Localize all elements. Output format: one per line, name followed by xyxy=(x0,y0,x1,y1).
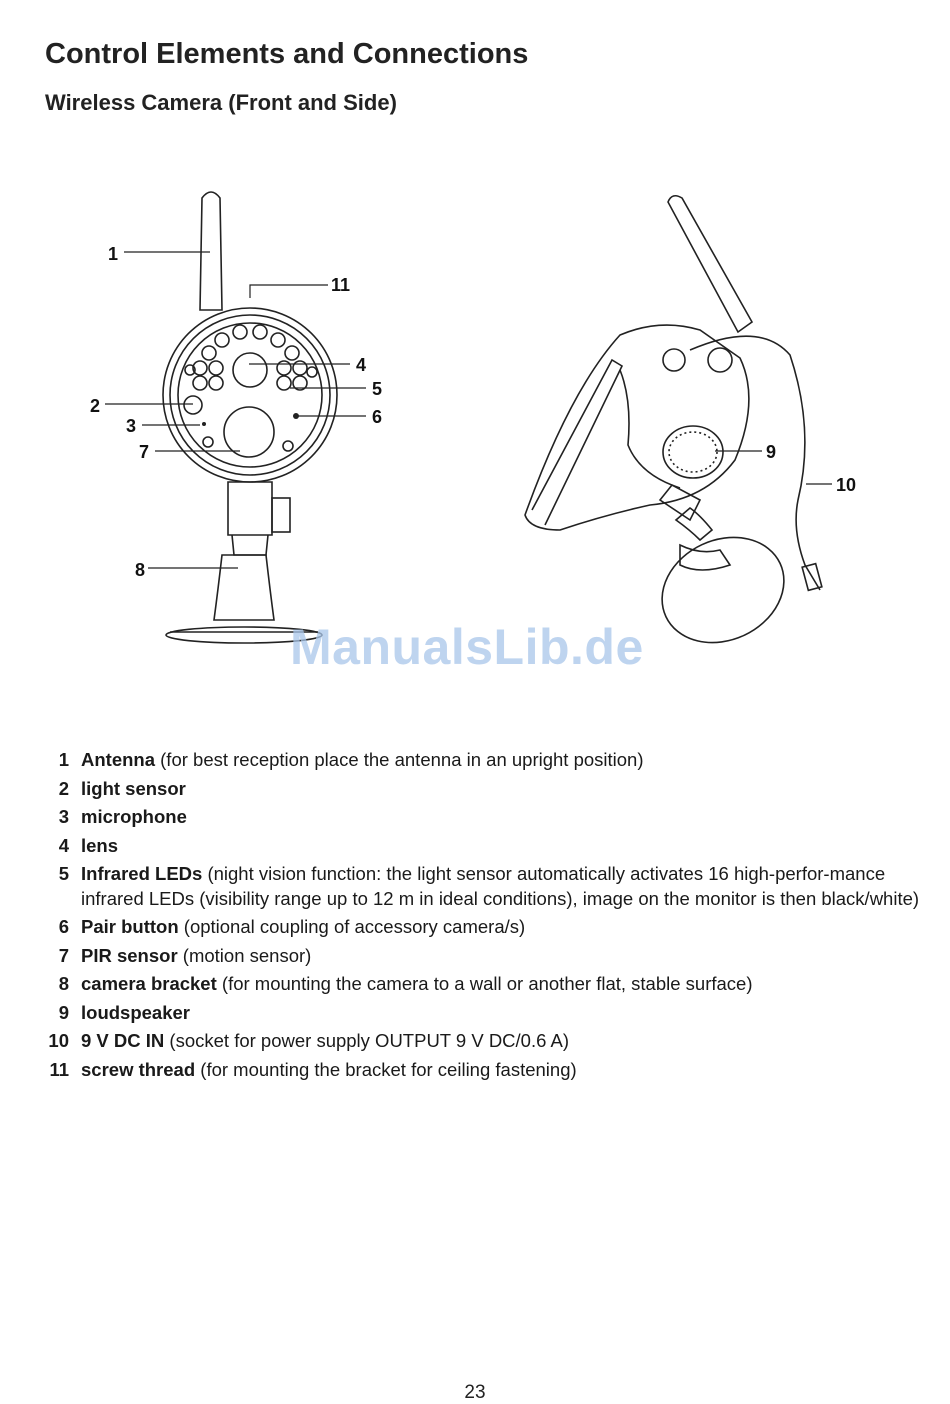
legend-number: 8 xyxy=(58,973,69,994)
legend-item xyxy=(40,777,920,802)
legend-number: 10 xyxy=(48,1030,69,1051)
legend-item xyxy=(40,944,920,969)
camera-diagram xyxy=(0,170,950,690)
legend-number: 4 xyxy=(58,834,69,856)
side-speaker-drawing xyxy=(663,426,723,478)
legend-term: lens xyxy=(81,834,119,856)
legend-number: 9 xyxy=(58,1001,69,1023)
legend-item xyxy=(40,834,920,859)
legend-description: (for best reception place the antenna in an upright position) xyxy=(155,749,644,770)
front-bracket-neck xyxy=(228,482,272,535)
legend-item xyxy=(40,748,920,773)
side-body-outline xyxy=(525,325,749,530)
legend-term: 9 V DC IN xyxy=(81,1030,165,1051)
legend-number: 2 xyxy=(58,777,69,799)
side-base-plate xyxy=(645,518,801,662)
callout-6: 6 xyxy=(372,407,383,427)
legend-item xyxy=(40,862,920,911)
legend-item xyxy=(40,1058,920,1083)
callout-7: 7 xyxy=(139,442,150,462)
callout-4: 4 xyxy=(356,355,367,375)
legend-number: 7 xyxy=(58,944,69,966)
legend-term: camera bracket xyxy=(81,973,217,994)
legend-item xyxy=(40,972,920,997)
callout-1: 1 xyxy=(108,244,119,264)
legend-term: PIR sensor xyxy=(81,944,178,966)
front-lens-drawing xyxy=(233,353,267,387)
legend-description: (night vision function: the light sensor automatically activates 16 high-perfor-mance infrared LEDs (visibility range up to 12 m in ideal conditions), image on the monitor is then black/white) xyxy=(81,863,920,909)
legend-description: (motion sensor) xyxy=(177,944,312,966)
camera-illustration xyxy=(0,170,950,690)
callout-5: 5 xyxy=(372,379,383,399)
legend-term: Antenna xyxy=(81,749,155,770)
callout-9: 9 xyxy=(766,442,777,462)
front-antenna-drawing xyxy=(200,192,222,310)
legend-item xyxy=(40,805,920,830)
front-pir-drawing xyxy=(224,407,274,457)
legend-term: microphone xyxy=(81,806,187,827)
legend-number: 6 xyxy=(58,916,69,937)
legend-term: Infrared LEDs xyxy=(81,863,203,884)
callout-11: 11 xyxy=(331,275,351,295)
legend-number: 11 xyxy=(49,1058,69,1080)
legend-description: (optional coupling of accessory camera/s) xyxy=(178,916,526,937)
legend-description: (for mounting the bracket for ceiling fastening) xyxy=(195,1058,577,1080)
legend-number: 5 xyxy=(58,863,69,884)
legend-number: 3 xyxy=(58,806,69,827)
legend-term: light sensor xyxy=(81,777,186,799)
legend-number: 1 xyxy=(58,749,69,770)
callout-10: 10 xyxy=(836,475,857,495)
section-subtitle: Wireless Camera (Front and Side) xyxy=(45,90,397,115)
legend-item xyxy=(40,1029,920,1054)
page-title: Control Elements and Connections xyxy=(45,38,529,70)
callout-8: 8 xyxy=(135,560,146,580)
side-antenna-drawing xyxy=(668,196,752,332)
front-body-outer xyxy=(163,308,337,482)
legend-item xyxy=(40,915,920,940)
callout-2: 2 xyxy=(90,396,101,416)
legend-term: Pair button xyxy=(81,916,179,937)
legend-term: loudspeaker xyxy=(81,1001,190,1023)
page-number: 23 xyxy=(464,1382,486,1403)
watermark: ManualsLib.de xyxy=(290,619,644,675)
legend-description: (for mounting the camera to a wall or another flat, stable surface) xyxy=(216,973,753,994)
legend-description: (socket for power supply OUTPUT 9 V DC/0.6 A) xyxy=(164,1030,570,1051)
parts-legend xyxy=(40,748,920,1086)
legend-item xyxy=(40,1001,920,1026)
legend-term: screw thread xyxy=(81,1058,196,1080)
callout-3: 3 xyxy=(126,416,137,436)
